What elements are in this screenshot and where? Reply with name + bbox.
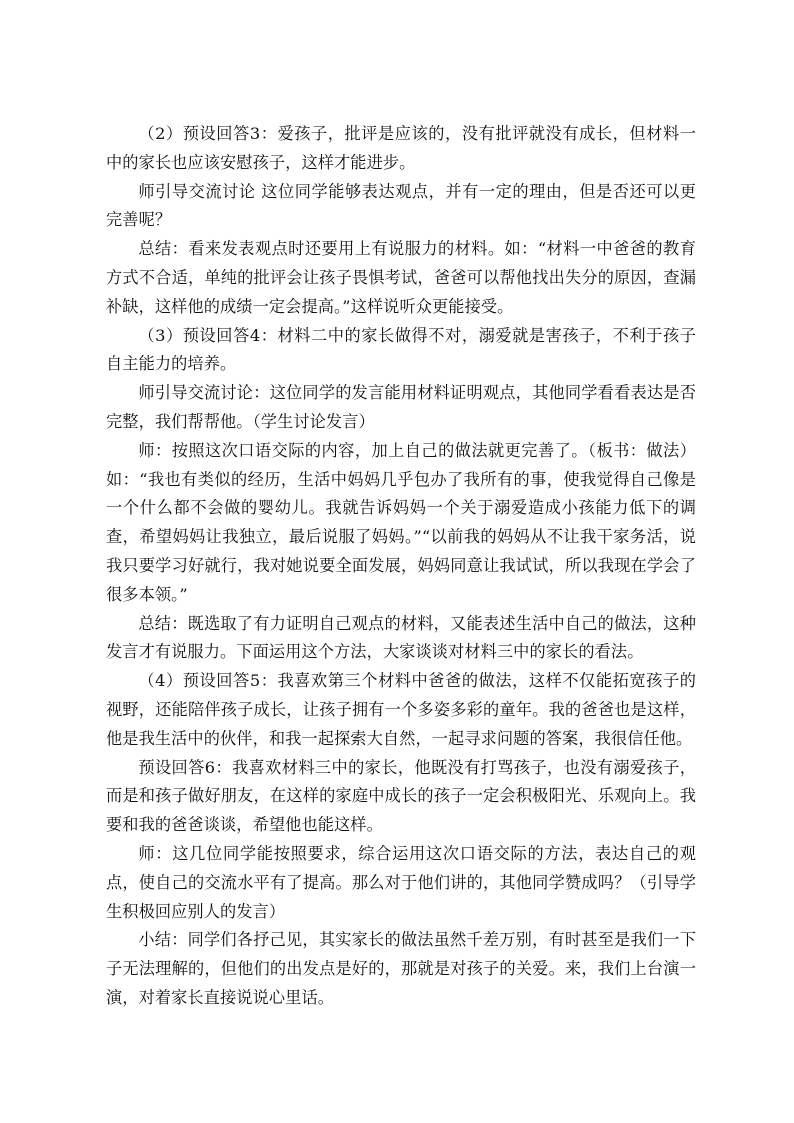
paragraph-conclusion: 小结：同学们各抒己见，其实家长的做法虽然千差万别，有时甚至是我们一下子无法理解的，但他们的出发点是好的，那就是对孩子的关爱。来，我们上台演一演，对着家长直接说说心里话。 — [106, 930, 696, 1007]
document-body — [106, 120, 696, 1013]
paragraph-preset-answer-5: （4）预设回答5：我喜欢第三个材料中爸爸的做法，这样不仅能拓宽孩子的视野，还能陪伴孩子成长，让孩子拥有一个多姿多彩的童年。我的爸爸也是这样，他是我生活中的伙伴，和我一起探索大自然，一起寻求问题的答案，我很信任他。 — [106, 671, 696, 748]
paragraph-summary-2: 总结：既选取了有力证明自己观点的材料，又能表述生活中自己的做法，这种发言才有说服力。下面运用这个方法，大家谈谈对材料三中的家长的看法。 — [106, 613, 696, 662]
paragraph-summary-1: 总结：看来发表观点时还要用上有说服力的材料。如：“材料一中爸爸的教育方式不合适，单纯的批评会让孩子畏惧考试，爸爸可以帮他找出失分的原因，查漏补缺，这样他的成绩一定会提高。”这样说听众更能接受。 — [106, 239, 696, 316]
paragraph-teacher-example: 师：按照这次口语交际的内容，加上自己的做法就更完善了。（板书：做法）如：“我也有类似的经历，生活中妈妈几乎包办了我所有的事，使我觉得自己像是一个什么都不会做的婴幼儿。我就告诉妈妈一个关于溺爱造成小孩能力低下的调查，希望妈妈让我独立，最后说服了妈妈。”“以前我的妈妈从不让我干家务活，说我只要学习好就行，我对她说要全面发展，妈妈同意让我试试，所以我现在学会了很多本领。” — [106, 440, 696, 604]
paragraph-teacher-guide-1: 师引导交流讨论 这位同学能够表达观点，并有一定的理由，但是否还可以更完善呢？ — [106, 181, 696, 230]
paragraph-preset-answer-6: 预设回答6：我喜欢材料三中的家长，他既没有打骂孩子，也没有溺爱孩子，而是和孩子做好朋友，在这样的家庭中成长的孩子一定会积极阳光、乐观向上。我要和我的爸爸谈谈，希望他也能这样。 — [106, 757, 696, 835]
paragraph-preset-answer-4: （3）预设回答4：材料二中的家长做得不对，溺爱就是害孩子，不利于孩子自主能力的培养。 — [106, 325, 696, 374]
paragraph-preset-answer-3: （2）预设回答3：爱孩子，批评是应该的，没有批评就没有成长，但材料一中的家长也应该安慰孩子，这样才能进步。 — [106, 124, 696, 172]
paragraph-teacher-guide-2: 师引导交流讨论：这位同学的发言能用材料证明观点，其他同学看看表达是否完整，我们帮帮他。（学生讨论发言） — [106, 383, 696, 431]
paragraph-teacher-comment: 师：这几位同学能按照要求，综合运用这次口语交际的方法，表达自己的观点，使自己的交流水平有了提高。那么对于他们讲的，其他同学赞成吗？（引导学生积极回应别人的发言） — [106, 843, 696, 921]
